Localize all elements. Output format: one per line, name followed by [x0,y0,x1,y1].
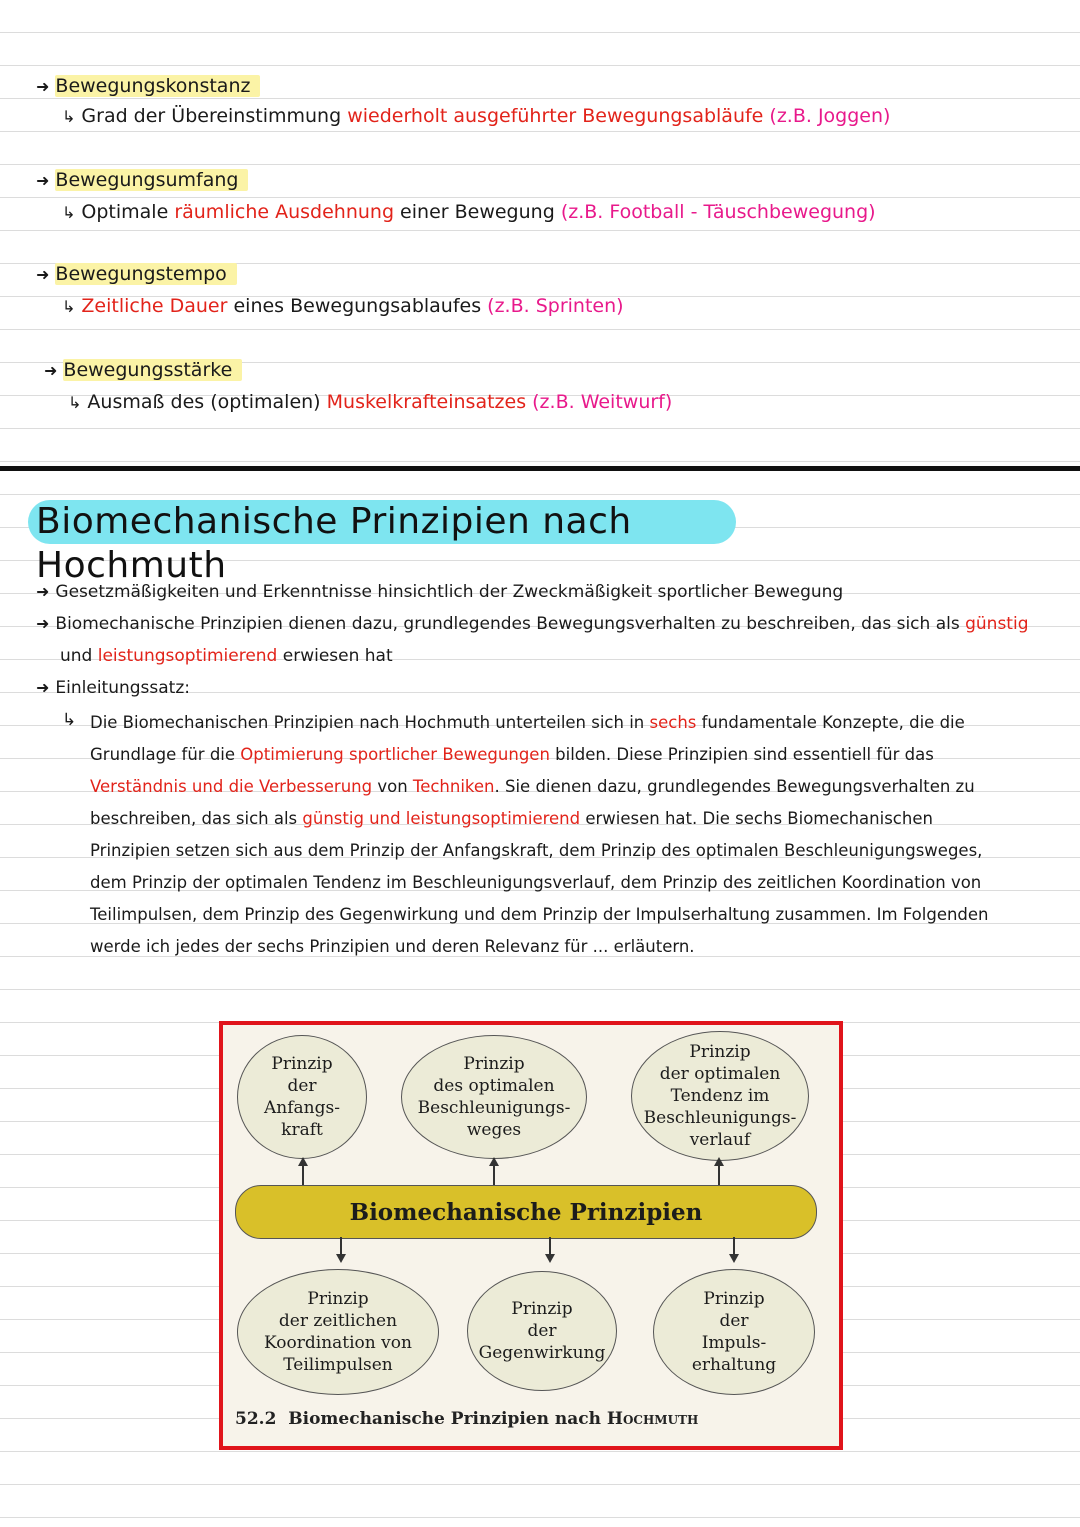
text-run: dem Prinzip der optimalen Tendenz im Beschleunigungsverlauf, dem Prinzip des zeitlichen Koordination von [90,873,982,892]
turn-arrow-icon: ↳ [62,297,76,316]
section-title: Biomechanische Prinzipien nach Hochmuth [28,500,736,544]
arrow-down-icon [336,1254,346,1263]
paragraph-line [90,931,1040,963]
paragraph-line [90,835,1040,867]
arrow-up-icon [714,1157,724,1166]
oval-impulserhaltung: Prinzip der Impuls- erhaltung [653,1269,815,1395]
paragraph-line [90,803,1040,835]
turn-arrow-icon: ↳ [62,710,77,730]
highlighted-text: günstig und leistungsoptimierend [302,809,581,828]
connector [733,1237,735,1255]
note-heading: Bewegungsumfang [55,169,248,191]
highlighted-text: Muskelkrafteinsatzes [326,391,527,413]
paragraph-line [90,899,1040,931]
arrow-icon: ➜ [36,614,50,633]
bullet-2-cont: und leistungsoptimierend erwiesen hat [60,646,393,666]
highlighted-text: (z.B. Weitwurf) [526,391,673,413]
turn-arrow-icon: ↳ [68,393,82,412]
connector [340,1237,342,1255]
paragraph-line [90,739,1040,771]
text-run: Teilimpulsen, dem Prinzip des Gegenwirkung und dem Prinzip der Impulserhaltung zusammen. Im Folgenden [90,905,989,924]
oval-beschleunigungsweg: Prinzip des optimalen Beschleunigungs- weges [401,1035,587,1159]
arrow-down-icon [545,1254,555,1263]
text-run: . Sie dienen dazu, grundlegendes Bewegungsverhalten zu [494,777,975,796]
note-heading: Bewegungskonstanz [55,75,260,97]
highlighted-text: (z.B. Joggen) [763,105,891,127]
oval-anfangskraft: Prinzip der Anfangs- kraft [237,1035,367,1159]
arrow-icon: ➜ [36,77,50,96]
section-divider [0,466,1080,471]
oval-tendenz: Prinzip der optimalen Tendenz im Beschleunigungs- verlauf [631,1031,809,1161]
text-run: eines Bewegungsablaufes [227,295,488,317]
connector [302,1165,304,1185]
text-run: einer Bewegung [394,201,561,223]
highlighted-text: (z.B. Sprinten) [487,295,624,317]
arrow-icon: ➜ [36,265,50,284]
text-run: Grad der Übereinstimmung [81,105,348,127]
note-heading: Bewegungstempo [55,263,236,285]
highlighted-text: (z.B. Football - Täuschbewegung) [560,201,876,223]
note-detail [62,104,890,129]
bullet-1: ➜ Gesetzmäßigkeiten und Erkenntnisse hinsichtlich der Zweckmäßigkeit sportlicher Bewegung [36,582,844,602]
text-run: Optimale [81,201,175,223]
connector [493,1165,495,1185]
highlighted-text: sechs [649,713,697,732]
highlighted-text: Verständnis und die Verbesserung [90,777,373,796]
text-run: Grundlage für die [90,745,241,764]
connector [718,1165,720,1185]
highlighted-text: wiederholt ausgeführter Bewegungsabläufe [347,105,764,127]
arrow-icon: ➜ [44,361,58,380]
highlighted-text: räumliche Ausdehnung [174,201,395,223]
arrow-icon: ➜ [36,582,50,601]
highlighted-text: Zeitliche Dauer [81,295,228,317]
oval-gegenwirkung: Prinzip der Gegenwirkung [467,1271,617,1391]
note-detail [62,200,876,225]
bullet-3: ➜ Einleitungssatz: [36,678,191,698]
note-detail [68,390,672,415]
intro-paragraph [90,707,1040,963]
paragraph-line [90,771,1040,803]
text-run: Ausmaß des (optimalen) [87,391,327,413]
oval-koordination: Prinzip der zeitlichen Koordination von Teilimpulsen [237,1269,439,1395]
turn-arrow-icon: ↳ [62,107,76,126]
connector [549,1237,551,1255]
arrow-up-icon [489,1157,499,1166]
text-run: werde ich jedes der sechs Prinzipien und deren Relevanz für ... erläutern. [90,937,695,956]
note-heading: Bewegungsstärke [63,359,242,381]
bullet-2: ➜ Biomechanische Prinzipien dienen dazu, grundlegendes Bewegungsverhalten zu beschreiben, das sich als günstig [36,614,1029,634]
text-run: von [372,777,413,796]
note-detail [62,294,624,319]
paragraph-line [90,867,1040,899]
text-run: fundamentale Konzepte, die die [696,713,965,732]
paragraph-line [90,707,1040,739]
arrow-icon: ➜ [36,171,50,190]
turn-arrow-icon: ↳ [62,203,76,222]
text-run: bilden. Diese Prinzipien sind essentiell für das [549,745,934,764]
center-node: Biomechanische Prinzipien [235,1185,817,1239]
arrow-icon: ➜ [36,678,50,697]
highlighted-text: Optimierung sportlicher Bewegungen [240,745,550,764]
principles-diagram [219,1021,843,1450]
arrow-down-icon [729,1254,739,1263]
text-run: beschreiben, das sich als [90,809,303,828]
arrow-up-icon [298,1157,308,1166]
highlighted-text: Techniken [412,777,495,796]
text-run: Die Biomechanischen Prinzipien nach Hochmuth unterteilen sich in [90,713,650,732]
figure-caption: 52.2 Biomechanische Prinzipien nach Hochmuth [235,1409,699,1429]
text-run: Prinzipien setzen sich aus dem Prinzip der Anfangskraft, dem Prinzip des optimalen Beschleunigungsweges, [90,841,983,860]
text-run: erwiesen hat. Die sechs Biomechanischen [580,809,933,828]
